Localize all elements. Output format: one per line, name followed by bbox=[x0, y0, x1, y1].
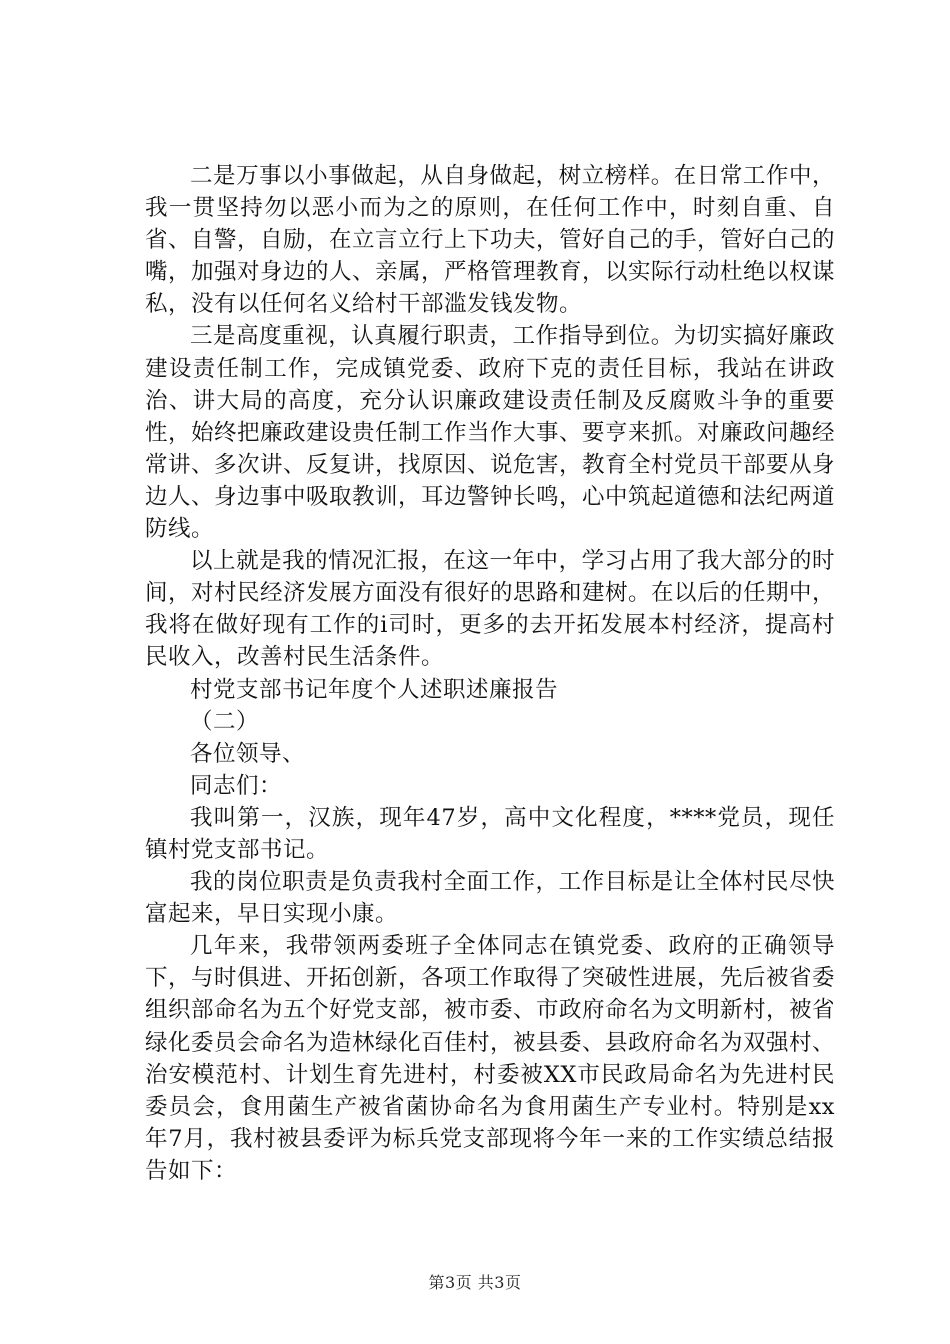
page-number: 第3页 共3页 bbox=[428, 1273, 522, 1292]
document-body bbox=[145, 160, 835, 1187]
paragraph-principle-two: 二是万事以小事做起，从自身做起，树立榜样。在日常工作中，我一贯坚持勿以恶小而为之的原则，在任何工作中，时刻自重、自省、自警，自励，在立言立行上下功夫，管好自己的手，管好白己的嘴，加强对身边的人、亲属，严格管理教育，以实际行动杜绝以权谋私，没有以任何名义给村干部滥发钱发物。 bbox=[145, 163, 836, 318]
paragraph-introduction: 我叫第一，汉族，现年47岁，高中文化程度，****党员，现任镇村党支部书记。 bbox=[145, 804, 835, 863]
paragraph-achievements: 几年来，我带领两委班子全体同志在镇党委、政府的正确领导下，与时俱进、开拓创新，各项工作取得了突破性进展，先后被省委组织部命名为五个好党支部，被市委、市政府命名为文明新村，被省绿化委员会命名为造林绿化百佳村，被县委、县政府命名为双强村、治安模范村、计划生育先进村，村委被XX市民政局命名为先进村民委员会，食用菌生产被省菌协命名为食用菌生产专业村。特别是xx年7月，我村被县委评为标兵党支部现将今年一来的工作实绩总结报告如下： bbox=[145, 933, 836, 1184]
salutation-comrades: 同志们： bbox=[190, 772, 283, 799]
paragraph-summary: 以上就是我的情况汇报，在这一年中，学习占用了我大部分的时间，对村民经济发展方面没有很好的思路和建树。在以后的任期中，我将在做好现有工作的i司时，更多的去开拓发展本村经济，提高村民收入，改善村民生活条件。 bbox=[145, 548, 836, 671]
salutation-leaders: 各位领导、 bbox=[190, 740, 306, 767]
paragraph-principle-three: 三是高度重视，认真履行职责，工作指导到位。为切实搞好廉政建设责任制工作，完成镇党委、政府下克的责任目标，我站在讲政治、讲大局的高度，充分认识廉政建设责任制及反腐败斗争的重要性，始终把廉政建设贵任制工作当作大事、要亨来抓。对廉政问趣经常讲、多次讲、反复讲，找原因、说危害，教育全村党员干部要从身边人、身边事中吸取教训，耳边警钟长鸣，心中筑起道德和法纪两道防线。 bbox=[145, 323, 836, 543]
report-title: 村党支部书记年度个人述职述廉报告 bbox=[190, 676, 559, 703]
report-subtitle: （二） bbox=[190, 708, 260, 735]
paragraph-duties: 我的岗位职责是负责我村全面工作，工作目标是让全体村民尽快富起来，早日实现小康。 bbox=[145, 869, 835, 928]
